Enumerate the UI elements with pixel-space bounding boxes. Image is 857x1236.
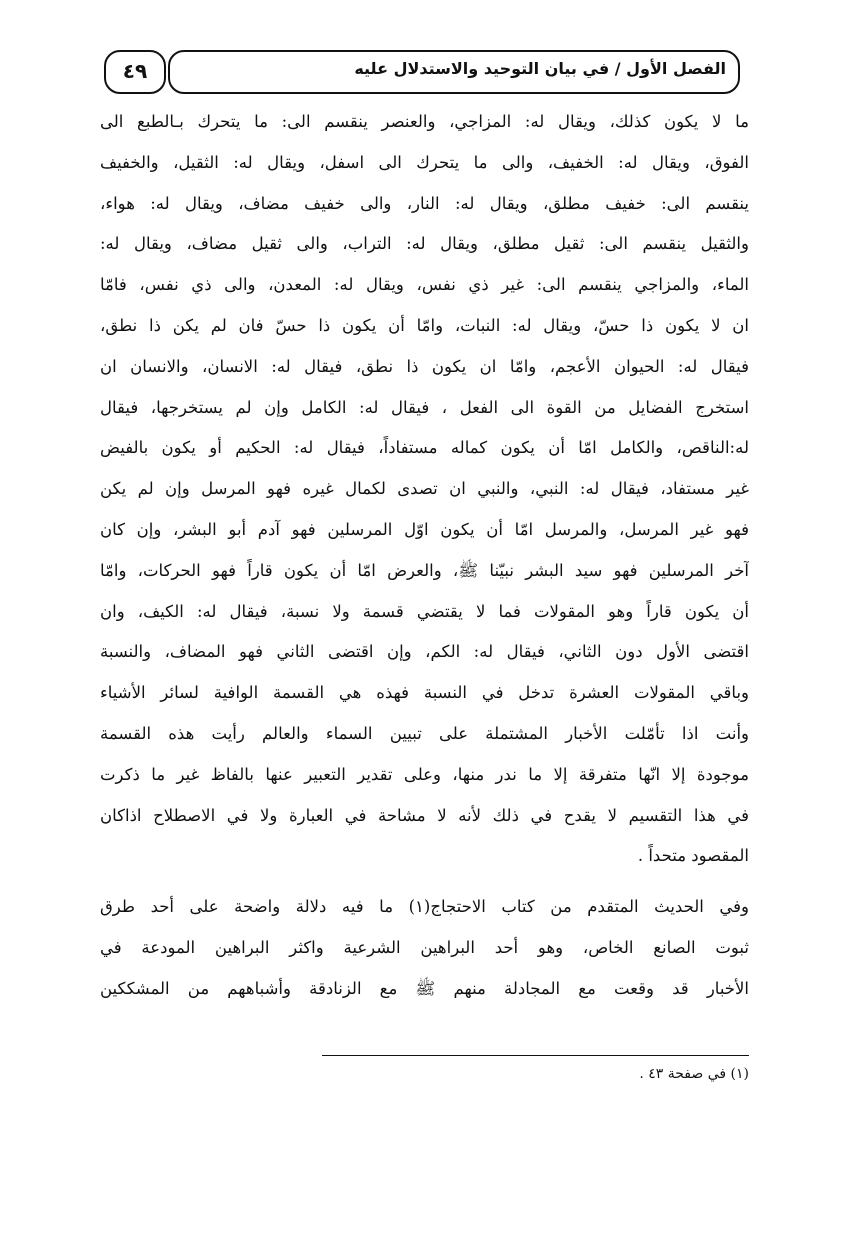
text-line: والثقيل ينقسم الى: ثقيل مطلق، ويقال له: التراب، والى ثقيل مضاف، ويقال له: [100, 234, 749, 254]
text-line: الفوق، ويقال له: الخفيف، والى ما يتحرك الى اسفل، ويقال له: الثقيل، والخفيف [100, 152, 749, 172]
page-header [100, 50, 740, 98]
chapter-title-frame [168, 50, 740, 94]
footnote-divider [322, 1055, 749, 1056]
text-line: فهو غير المرسل، والمرسل امّا أن يكون اوّل المرسلين فهو آدم أبو البشر، وإن كان [100, 519, 749, 539]
text-line: غير مستفاد، فيقال له: النبي، والنبي ان تصدى لكمال غيره فهو المرسل وإن لم يكن [100, 479, 749, 499]
chapter-title: الفصل الأول / في بيان التوحيد والاستدلال عليه [354, 59, 726, 78]
text-line: ثبوت الصانع الخاص، وهو أحد البراهين الشرعية واكثر البراهين المودعة في [100, 937, 749, 957]
text-line: ما لا يكون كذلك، ويقال له: المزاجي، والعنصر ينقسم الى: ما يتحرك بـالطبع الى [100, 112, 749, 131]
text-line: ينقسم الى: خفيف مطلق، ويقال له: النار، والى خفيف مضاف، ويقال له: هواء، [100, 193, 749, 213]
footnote: (١) في صفحة ٤٣ . [639, 1066, 749, 1082]
paragraph-gap [100, 877, 749, 887]
text-line: استخرج الفضايل من القوة الى الفعل ، فيقال له: الكامل وإن لم يستخرجها، فيقال [100, 397, 749, 417]
page-number: ٤٩ [104, 50, 166, 94]
text-line: الأخبار قد وقعت مع المجادلة منهم ﷺ مع الزنادقة وأشباههم من المشككين [100, 978, 749, 998]
text-line: آخر المرسلين فهو سيد البشر نبيّنا ﷺ، والعرض امّا أن يكون قاراً فهو الحركات، وامّا [100, 560, 749, 580]
text-line: وباقي المقولات العشرة تدخل في النسبة فهذه هي القسمة الوافية لسائر الأشياء [100, 683, 749, 703]
text-line: الماء، والمزاجي ينقسم الى: غير ذي نفس، ويقال له: المعدن، والى ذي نفس، فامّا [100, 275, 749, 295]
text-line: في هذا التقسيم لا يقدح في ذلك لأنه لا مشاحة في العبارة ولا في الاصطلاح اذاكان [100, 805, 749, 825]
text-line: موجودة إلا انّها متفرقة إلا ما ندر منها، وعلى تقدير التعبير عنها بالفاظ غير ما ذكرت [100, 764, 749, 784]
body-text [100, 102, 749, 1010]
text-line: المقصود متحداً . [637, 846, 749, 866]
text-line: فيقال له: الحيوان الأعجم، وامّا ان يكون ذا نطق، فيقال له: الانسان، والانسان ان [100, 356, 749, 376]
text-line: أن يكون قاراً وهو المقولات فما لا يقتضي قسمة ولا نسبة، فيقال له: الكيف، وان [100, 601, 749, 621]
text-line: له:الناقص، والكامل امّا أن يكون كماله مستفاداً، فيقال له: الحكيم أو يكون بالفيض [100, 438, 749, 458]
text-line: اقتضى الأول دون الثاني، فيقال له: الكم، وإن اقتضى الثاني فهو المضاف، والنسبة [100, 642, 749, 662]
text-line: وأنت اذا تأمّلت الأخبار المشتملة على تبيين السماء والعالم رأيت هذه القسمة [100, 723, 749, 743]
text-line: ان لا يكون ذا حسّ، ويقال له: النبات، وامّا أن يكون ذا حسّ فان لم يكن ذا نطق، [100, 315, 749, 335]
text-line: وفي الحديث المتقدم من كتاب الاحتجاج(١) ما فيه دلالة واضحة على أحد طرق [100, 897, 749, 917]
